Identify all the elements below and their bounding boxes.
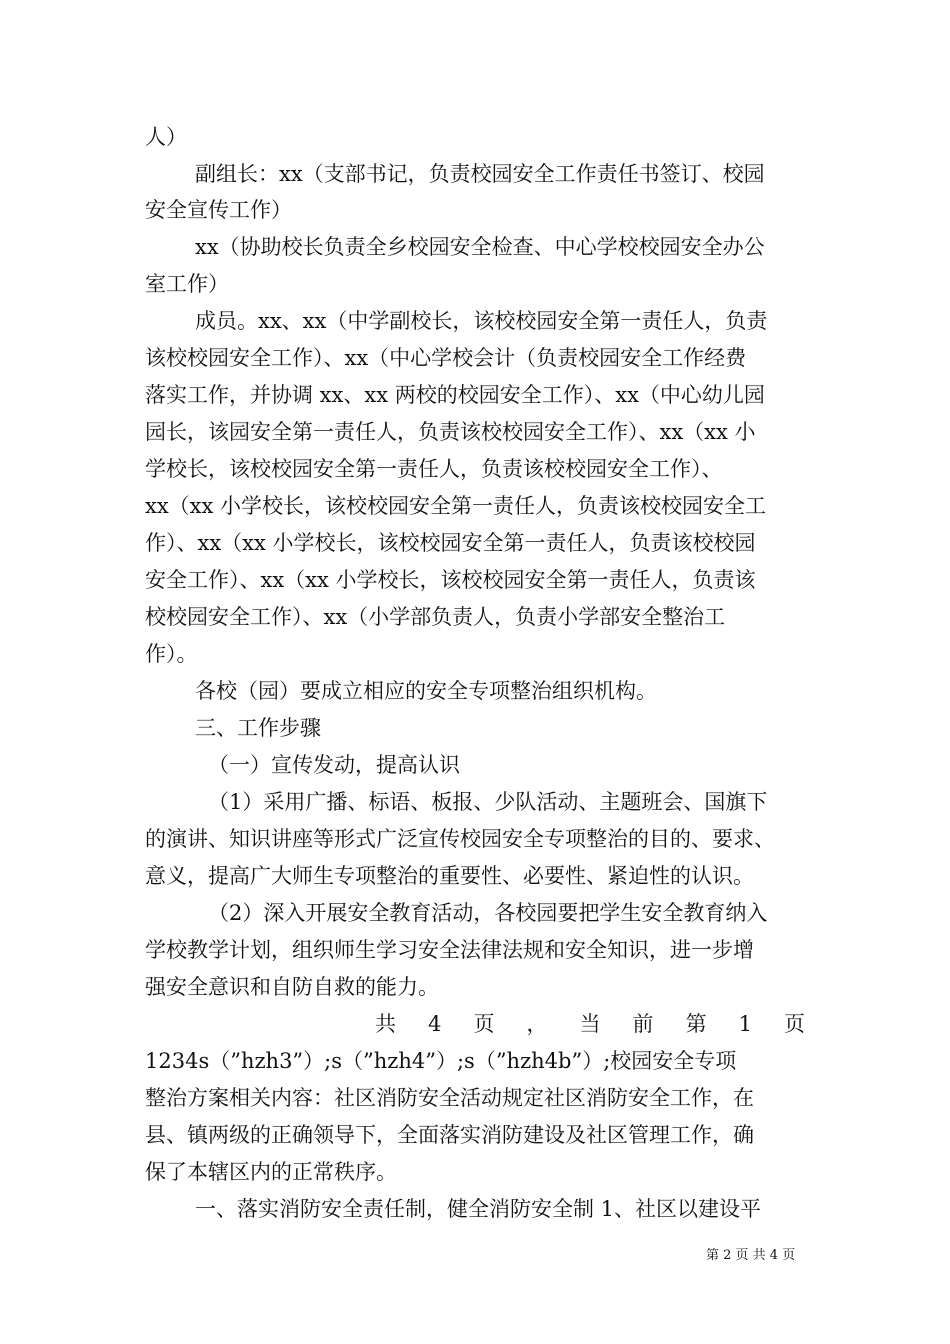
text-line: 县、镇两级的正确领导下，全面落实消防建设及社区管理工作，确 [145, 1123, 754, 1147]
text-line: 学校长，该校校园安全第一责任人，负责该校校园安全工作）、 [145, 457, 723, 481]
page-info-token: 当 [579, 1012, 601, 1036]
text-line: 作）、xx（xx 小学校长，该校校园安全第一责任人，负责该校校园 [145, 531, 756, 555]
text-line: 1234s（”hzh3”）;s（”hzh4”）;s（”hzh4b”）;校园安全专项 [145, 1049, 737, 1073]
page-info-token: 第 [685, 1012, 707, 1036]
section-heading: 三、工作步骤 [195, 716, 321, 740]
page-info-token: 共 [375, 1012, 396, 1036]
text-line: 一、落实消防安全责任制，健全消防安全制 1、社区以建设平 [195, 1197, 762, 1221]
text-line: （2）深入开展安全教育活动，各校园要把学生安全教育纳入 [208, 901, 768, 925]
text-line: 副组长：xx（支部书记，负责校园安全工作责任书签订、校园 [195, 162, 765, 186]
text-line: 该校校园安全工作）、xx（中心学校会计（负责校园安全工作经费 [145, 346, 747, 370]
text-line: 成员。xx、xx（中学副校长，该校校园安全第一责任人，负责 [195, 309, 768, 333]
text-line: 保了本辖区内的正常秩序。 [145, 1160, 397, 1184]
text-line: 安全工作）、xx（xx 小学校长，该校校园安全第一责任人，负责该 [145, 568, 756, 592]
text-line: xx（xx 小学校长，该校校园安全第一责任人，负责该校校园安全工 [145, 494, 767, 518]
text-line: 安全宣传工作） [145, 198, 292, 222]
text-line: 强安全意识和自防自救的能力。 [145, 975, 439, 999]
text-line: 的演讲、知识讲座等形式广泛宣传校园安全专项整治的目的、要求、 [145, 827, 775, 851]
text-line: 各校（园）要成立相应的安全专项整治组织机构。 [195, 679, 657, 703]
page-info-token: 前 [632, 1012, 654, 1036]
text-line: 园长，该园安全第一责任人，负责该校校园安全工作）、xx（xx 小 [145, 420, 756, 444]
text-line: 学校教学计划，组织师生学习安全法律法规和安全知识，进一步增 [145, 938, 754, 962]
page-info-token: 页 [784, 1012, 805, 1036]
text-line: 落实工作，并协调 xx、xx 两校的校园安全工作）、xx（中心幼儿园 [145, 383, 765, 407]
text-line: 整治方案相关内容：社区消防安全活动规定社区消防安全工作，在 [145, 1086, 754, 1110]
page-info-token: ， [526, 1012, 548, 1036]
page-info-token: 1 [738, 1012, 752, 1036]
text-line: 人） [145, 125, 187, 149]
page-info-token: 4 [428, 1012, 442, 1036]
page-footer: 第 2 页 共 4 页 [706, 1248, 796, 1263]
text-line: xx（协助校长负责全乡校园安全检查、中心学校校园安全办公 [195, 235, 765, 259]
text-line: 作）。 [145, 642, 198, 666]
text-line: 意义，提高广大师生专项整治的重要性、必要性、紧迫性的认识。 [145, 864, 754, 888]
subsection-heading: （一）宣传发动，提高认识 [208, 753, 460, 777]
text-line: 室工作） [145, 272, 229, 296]
page-info-token: 页 [473, 1012, 495, 1036]
text-line: （1）采用广播、标语、板报、少队活动、主题班会、国旗下 [208, 790, 768, 814]
page-count-line [375, 1011, 805, 1037]
text-line: 校校园安全工作）、xx（小学部负责人，负责小学部安全整治工 [145, 605, 726, 629]
